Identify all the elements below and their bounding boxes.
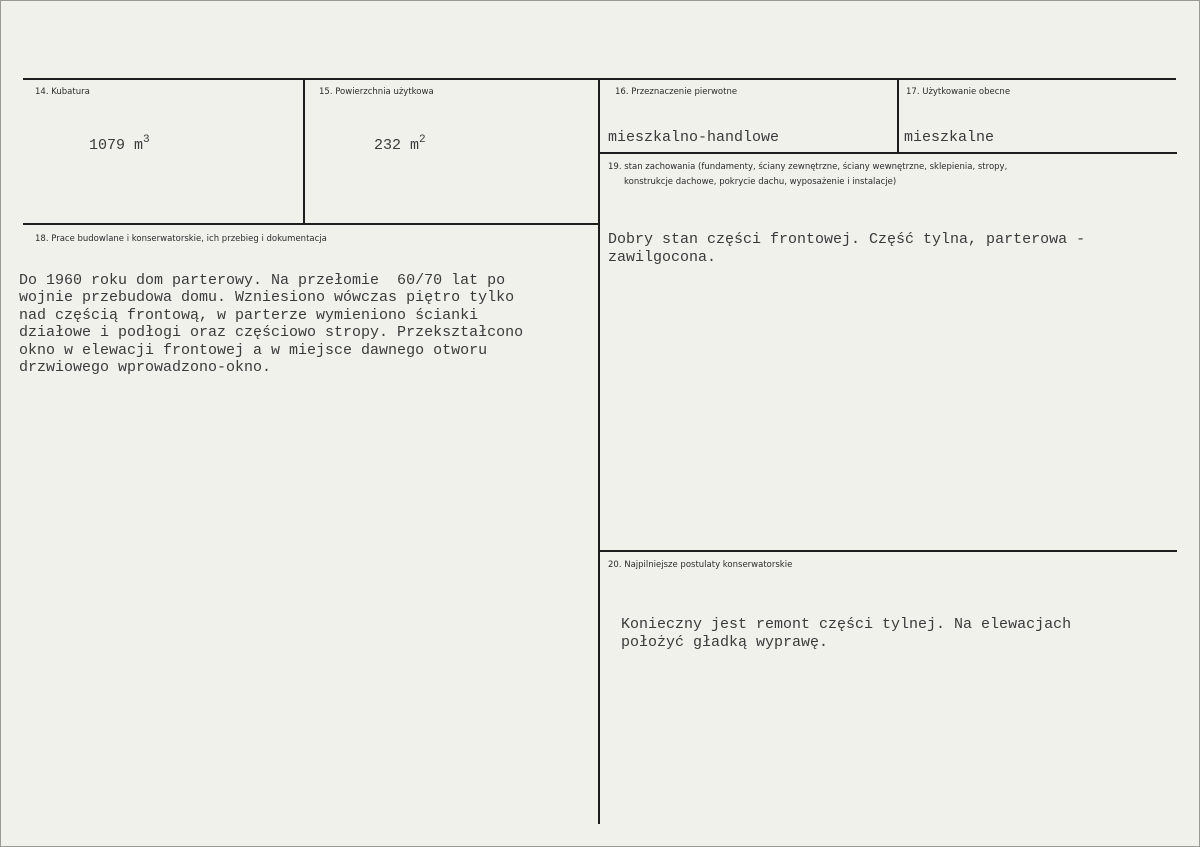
field-19-label-line: 19. stan zachowania (fundamenty, ściany zewnętrzne, ściany wewnętrzne, sklepienia, stropy, [608,162,1008,172]
field-18-line: wojnie przebudowa domu. Wzniesiono wówczas piętro tylko [19,289,515,306]
field-15-value [374,134,426,156]
field-15-value-text: 232 m [374,137,420,154]
field-18-label: 18. Prace budowlane i konserwatorskie, ich przebieg i dokumentacja [35,234,327,244]
field-18-line: Do 1960 roku dom parterowy. Na przełomie 60/70 lat po [19,271,506,289]
divider-16-17 [897,79,899,153]
field-18-line: nad częścią frontową, w parterze wymieniono ścianki [19,306,479,324]
field-20-text [621,598,1071,688]
field-19-label [608,160,1007,190]
field-19-line: Dobry stan części frontowej. Część tylna, parterowa - [608,231,1086,248]
rule-above-field-20 [599,550,1177,552]
rule-under-field-16-17 [599,152,1177,154]
field-17-label: 17. Użytkowanie obecne [906,87,1011,97]
field-18-text [19,254,523,412]
divider-14-15 [303,79,305,224]
field-15-unit-exponent: 2 [419,134,426,146]
field-15-label: 15. Powierzchnia użytkowa [319,87,434,97]
field-20-label: 20. Najpilniejsze postulaty konserwatorskie [608,560,793,570]
field-14-label: 14. Kubatura [35,87,90,97]
field-20-line: Konieczny jest remont części tylnej. Na elewacjach [621,616,1072,633]
field-18-line: drzwiowego wprowadzono-okno. [19,359,272,376]
field-19-line: zawilgocona. [608,249,717,266]
center-divider [598,79,600,824]
field-17-value: mieszkalne [904,129,995,146]
field-18-line: okno w elewacji frontowej a w miejsce dawnego otworu [19,341,488,359]
field-20-line: położyć gładką wyprawę. [621,634,829,651]
field-16-label: 16. Przeznaczenie pierwotne [615,87,738,97]
field-14-unit-exponent: 3 [143,134,150,146]
rule-under-field-14-15 [23,223,600,225]
field-18-line: działowe i podłogi oraz częściowo stropy. Przekształcono [19,324,524,341]
field-19-label-line: konstrukcje dachowe, pokrycie dachu, wyposażenie i instalacje) [624,177,897,187]
field-14-value-text: 1079 m [89,137,144,154]
field-14-value [89,134,150,156]
field-16-value: mieszkalno-handlowe [608,129,780,146]
field-19-text [608,213,1085,303]
